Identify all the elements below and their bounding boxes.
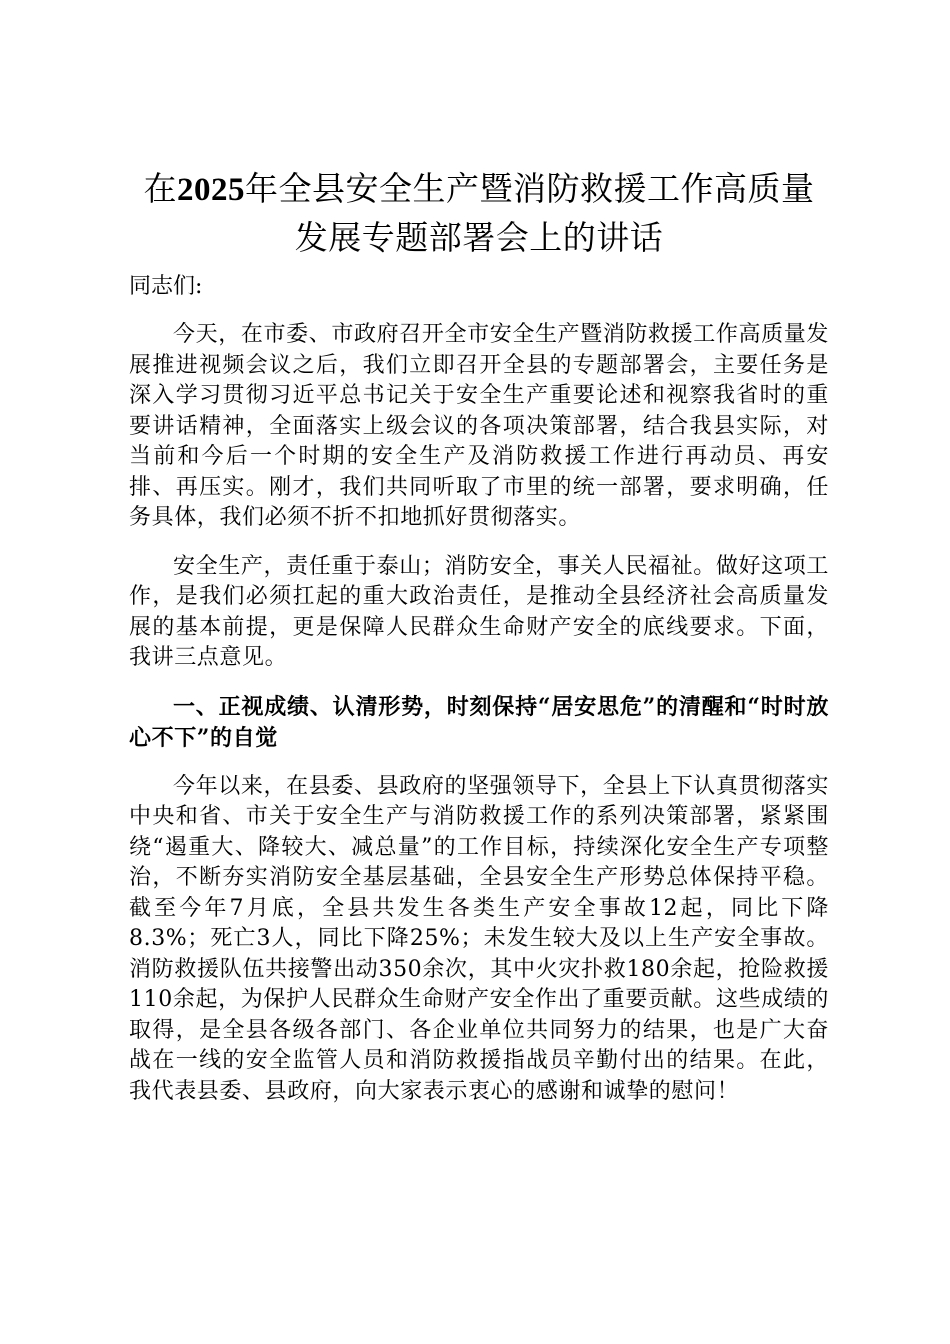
document-page xyxy=(129,165,829,1107)
paragraph-responsibility: 安全生产，责任重于泰山；消防安全，事关人民福祉。做好这项工作，是我们必须扛起的重大政治责任，是推动全县经济社会高质量发展的基本前提，更是保障人民群众生命财产安全的底线要求。下面，我讲三点意见。 xyxy=(129,553,829,670)
section-heading-1: 一、正视成绩、认清形势，时刻保持“居安思危”的清醒和“时时放心不下”的自觉 xyxy=(129,693,829,751)
paragraph-achievements: 今年以来，在县委、县政府的坚强领导下，全县上下认真贯彻落实中央和省、市关于安全生产与消防救援工作的系列决策部署，紧紧围绕“遏重大、降较大、减总量”的工作目标，持续深化安全生产专项整治，不断夯实消防安全基层基础，全县安全生产形势总体保持平稳。截至今年7月底，全县共发生各类生产安全事故12起，同比下降8.3%；死亡3人，同比下降25%；未发生较大及以上生产安全事故。消防救援队伍共接警出动350余次，其中火灾扑救180余起，抢险救援110余起，为保护人民群众生命财产安全作出了重要贡献。这些成绩的取得，是全县各级各部门、各企业单位共同努力的结果，也是广大奋战在一线的安全监管人员和消防救援指战员辛勤付出的结果。在此，我代表县委、县政府，向大家表示衷心的感谢和诚挚的慰问！ xyxy=(129,773,829,1104)
title-year: 2025 xyxy=(177,172,245,208)
title-prefix: 在 xyxy=(143,169,177,208)
document-title xyxy=(129,165,829,262)
greeting: 同志们: xyxy=(129,274,203,299)
paragraph-opening: 今天，在市委、市政府召开全市安全生产暨消防救援工作高质量发展推进视频会议之后，我们立即召开全县的专题部署会，主要任务是深入学习贯彻习近平总书记关于安全生产重要论述和视察我省时的重要讲话精神，全面落实上级会议的各项决策部署，结合我县实际，对当前和今后一个时期的安全生产及消防救援工作进行再动员、再安排、再压实。刚才，我们共同听取了市里的统一部署，要求明确，任务具体，我们必须不折不扣地抓好贯彻落实。 xyxy=(129,322,829,530)
title-rest: 年全县安全生产暨消防救援工作高质量发展专题部署会上的讲话 xyxy=(245,169,815,257)
